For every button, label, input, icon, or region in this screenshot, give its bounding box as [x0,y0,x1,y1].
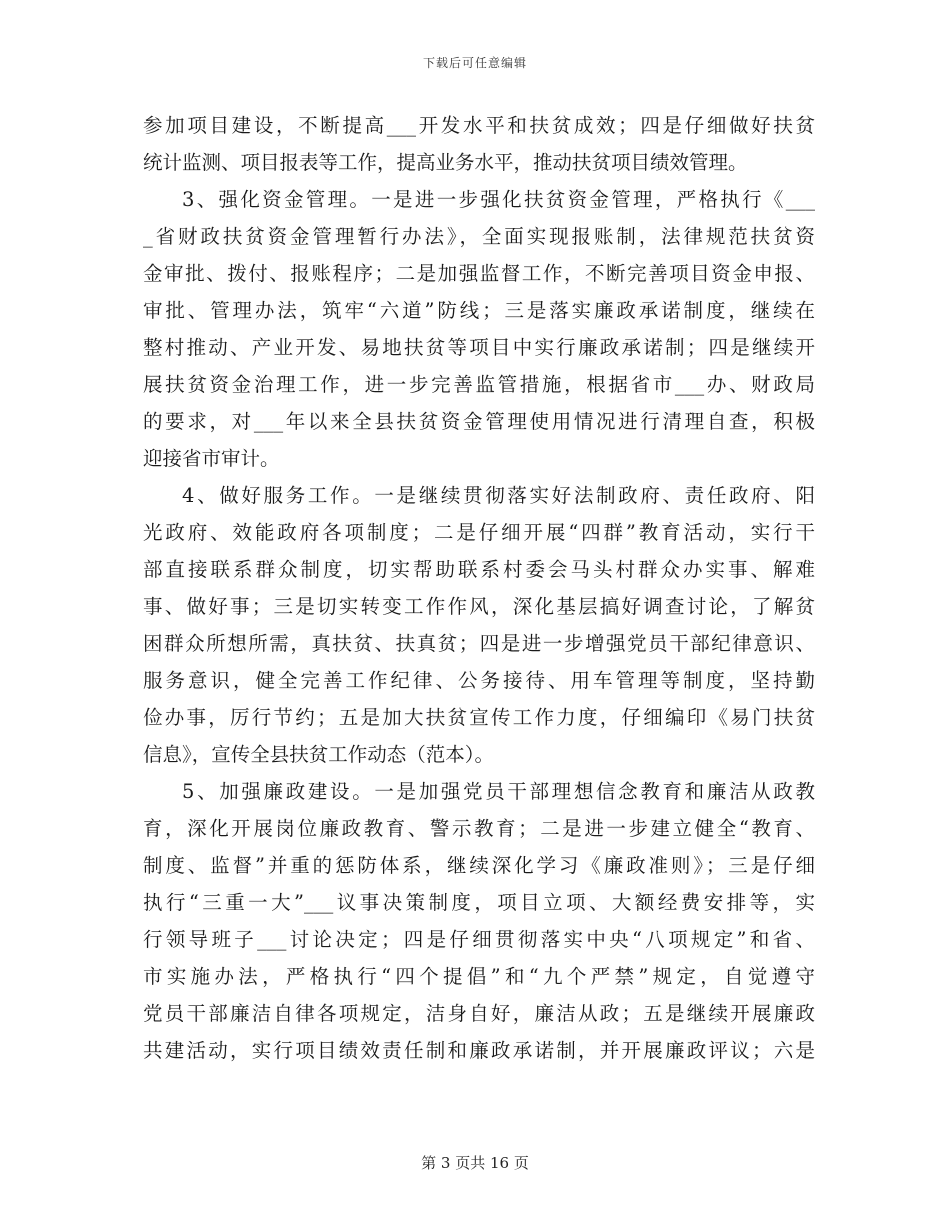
text-line: 执行“三重一大”___议事决策制度，项目立项、大额经费安排等，实 [143,891,815,914]
page-header: 下载后可任意编辑 [422,56,527,70]
text-line: 行领导班子___讨论决定；四是仔细贯彻落实中央“八项规定”和省、 [143,928,815,951]
text-line: 共建活动，实行项目绩效责任制和廉政承诺制，并开展廉政评议；六是 [143,1039,815,1062]
paragraph-heading-line: 3、强化资金管理。一是进一步强化扶贫资金管理，严格执行《___ [182,188,815,211]
text-line: 统计监测、项目报表等工作，提高业务水平，推动扶贫项目绩效管理。 [143,151,748,174]
text-line: 俭办事，厉行节约；五是加大扶贫宣传工作力度，仔细编印《易门扶贫 [143,706,815,729]
page-footer: 第 3 页共 16 页 [421,1154,529,1172]
text-line: 光政府、效能政府各项制度；二是仔细开展“四群”教育活动，实行干 [143,521,815,544]
paragraph-heading-line: 5、加强廉政建设。一是加强党员干部理想信念教育和廉洁从政教 [182,780,815,803]
text-line: 市实施办法，严格执行“四个提倡”和“九个严禁”规定，自觉遵守 [143,965,815,988]
text-line: 党员干部廉洁自律各项规定，洁身自好，廉洁从政；五是继续开展廉政 [143,1002,815,1025]
text-line: _省财政扶贫资金管理暂行办法》，全面实现报账制，法律规范扶贫资 [143,225,815,248]
text-line: 服务意识，健全完善工作纪律、公务接待、用车管理等制度，坚持勤 [143,669,815,692]
text-line: 事、做好事；三是切实转变工作作风，深化基层搞好调查讨论，了解贫 [143,595,815,618]
text-line: 迎接省市审计。 [143,447,280,470]
text-line: 育，深化开展岗位廉政教育、警示教育；二是进一步建立健全“教育、 [143,817,815,840]
text-line: 信息》，宣传全县扶贫工作动态（范本）。 [143,743,495,766]
text-line: 审批、管理办法，筑牢“六道”防线；三是落实廉政承诺制度，继续在 [143,299,815,322]
text-line: 金审批、拨付、报账程序；二是加强监督工作，不断完善项目资金申报、 [143,262,815,285]
text-line: 的要求，对___年以来全县扶贫资金管理使用情况进行清理自查，积极 [143,410,815,433]
text-line: 展扶贫资金治理工作，进一步完善监管措施，根据省市___办、财政局 [143,373,815,396]
document-body [143,107,815,1069]
text-line: 制度、监督”并重的惩防体系，继续深化学习《廉政准则》；三是仔细 [143,854,815,877]
text-line: 整村推动、产业开发、易地扶贫等项目中实行廉政承诺制；四是继续开 [143,336,815,359]
text-line: 困群众所想所需，真扶贫、扶真贫；四是进一步增强党员干部纪律意识、 [143,632,815,655]
paragraph-heading-line: 4、做好服务工作。一是继续贯彻落实好法制政府、责任政府、阳 [182,484,815,507]
text-line: 部直接联系群众制度，切实帮助联系村委会马头村群众办实事、解难 [143,558,815,581]
text-line: 参加项目建设，不断提高___开发水平和扶贫成效；四是仔细做好扶贫 [143,114,815,137]
